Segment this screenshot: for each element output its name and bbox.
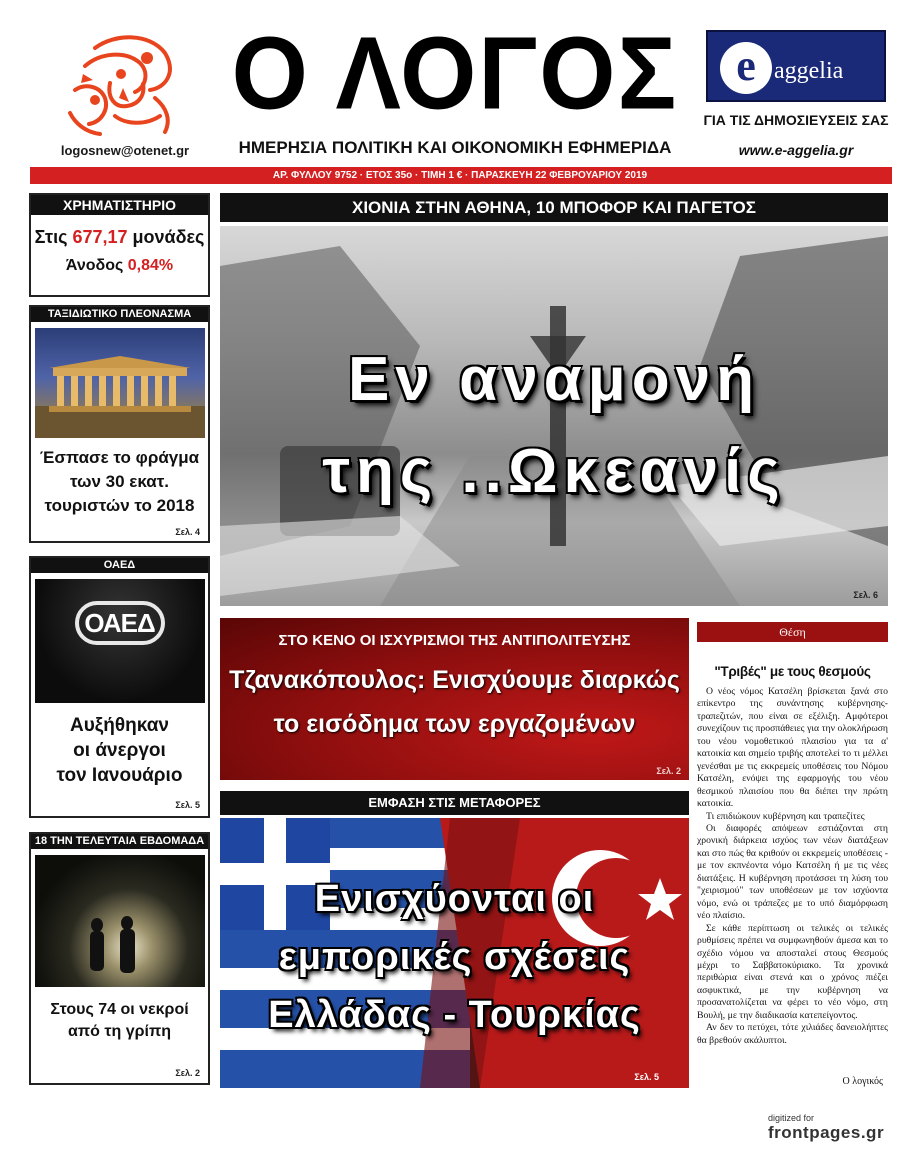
opinion-paragraph: Οι διαφορές απόψεων εστιάζονται στη χρονική διάρκεια ισχύος των νέων διατάξεων και στο πώς θα κριθούν οι εκκρεμείς υποθέσεις - με τον εκπνέοντα νόμο Κατσέλη ή με τις νέες διατάξεις. Η κυβέρνηση προτάσσει τη λύση του "χειρισμού" των υποθέσεων με τον ισχύοντα νόμο, ενώ οι τράπεζες με το υπό διαμόρφωση νέο πλαίσιο. bbox=[697, 822, 888, 922]
politics-headline-line-2: το εισόδημα των εργαζομένων bbox=[273, 710, 636, 738]
flu-line-1: Στους 74 οι νεκροί bbox=[50, 1001, 189, 1018]
issue-info-text: ΑΡ. ΦΥΛΛΟΥ 9752 · ΕΤΟΣ 35ο · ΤΙΜΗ 1 € · ΠΑΡΑΣΚΕΥΗ 22 ΦΕΒΡΟΥΑΡΙΟΥ 2019 bbox=[272, 170, 648, 181]
stock-market-header: ΧΡΗΜΑΤΙΣΤΗΡΙΟ bbox=[31, 195, 208, 215]
opinion-paragraph: Αν δεν το πετύχει, τότε χιλιάδες δανειολήπτες θα βρεθούν ακάλυπτοι. bbox=[697, 1022, 888, 1046]
tourism-page-ref: Σελ. 4 bbox=[175, 527, 200, 537]
stock-index-prefix: Στις bbox=[34, 227, 73, 247]
tourism-line-1: Έσπασε το φράγμα bbox=[39, 448, 200, 467]
flu-page-ref: Σελ. 2 bbox=[175, 1068, 200, 1078]
unemployment-page-ref: Σελ. 5 bbox=[175, 800, 200, 810]
watermark-small-text: digitized for bbox=[768, 1113, 815, 1123]
transport-headline-line-1: Ενισχύονται οι bbox=[314, 878, 595, 920]
snow-page-ref: Σελ. 6 bbox=[853, 590, 878, 600]
snow-headline-line-2: της ..Ωκεανίς bbox=[322, 437, 786, 506]
opinion-title[interactable]: "Τριβές" με τους θεσμούς bbox=[714, 664, 871, 679]
snow-headline-line-1: Εν αναμονή bbox=[348, 345, 760, 414]
unemployment-story-header: ΟΑΕΔ bbox=[31, 558, 208, 573]
politics-story-box[interactable] bbox=[220, 618, 689, 780]
politics-page-ref: Σελ. 2 bbox=[656, 766, 681, 776]
tourism-story-box[interactable] bbox=[29, 305, 210, 543]
greek-turkish-flags-photo[interactable] bbox=[220, 818, 689, 1088]
transport-page-ref: Σελ. 5 bbox=[634, 1072, 659, 1082]
unemployment-story-headline bbox=[31, 703, 208, 788]
opinion-body bbox=[697, 686, 888, 1047]
snowy-street-photo[interactable] bbox=[220, 226, 888, 606]
contact-email[interactable]: logosnew@otenet.gr bbox=[60, 143, 190, 158]
stock-market-box[interactable] bbox=[29, 193, 210, 297]
flu-story-header: 18 ΤΗΝ ΤΕΛΕΥΤΑΙΑ ΕΒΔΟΜΑΔΑ bbox=[31, 834, 208, 849]
newspaper-subtitle: ΗΜΕΡΗΣΙΑ ΠΟΛΙΤΙΚΗ ΚΑΙ ΟΙΚΟΝΟΜΙΚΗ ΕΦΗΜΕΡΙΔΑ bbox=[238, 138, 672, 157]
unemployment-story-box[interactable] bbox=[29, 556, 210, 818]
stock-change-prefix: Άνοδος bbox=[65, 257, 128, 274]
parthenon-photo bbox=[35, 328, 205, 438]
politics-headline-line-1: Τζανακόπουλος: Ενισχύουμε διαρκώς bbox=[229, 666, 680, 694]
eaggelia-ad-banner[interactable] bbox=[706, 30, 886, 102]
oaed-logo: ΟΑΕΔ bbox=[75, 601, 165, 645]
eaggelia-logo-icon: e bbox=[720, 42, 772, 94]
tourism-story-header: ΤΑΞΙΔΙΩΤΙΚΟ ΠΛΕΟΝΑΣΜΑ bbox=[31, 307, 208, 322]
stock-index-line bbox=[31, 227, 208, 248]
newspaper-title: Ο ΛΟΓΟΣ bbox=[231, 15, 679, 131]
opinion-signature: Ο λογικός bbox=[842, 1076, 883, 1087]
eaggelia-logo-text: aggelia bbox=[774, 58, 844, 84]
flu-story-headline bbox=[31, 987, 208, 1043]
flu-line-2: από τη γρίπη bbox=[68, 1023, 171, 1040]
eaggelia-url[interactable]: www.e-aggelia.gr bbox=[738, 142, 854, 158]
opinion-header: Θέση bbox=[697, 622, 888, 642]
opinion-paragraph: Σε κάθε περίπτωση οι τελικές οι τελικές ρυθμίσεις πρέπει να συμφωνηθούν άμεσα και το σχέδιο νόμου να αποσταλεί στους Θεσμούς μέχρι το Σαββατοκύριακο. Τα χρονικά περιθώρια είναι στενά και ο χρόνος πιέζει ασφυκτικά, με την κυβέρνηση να προσανατολίζεται να φέρει το νέο νόμο, στη Βουλή, με την διαδικασία κατεπείγοντος. bbox=[697, 922, 888, 1021]
unemployment-line-3: τον Ιανουάριο bbox=[56, 765, 183, 786]
flu-story-box[interactable] bbox=[29, 832, 210, 1085]
digitized-watermark[interactable] bbox=[768, 1113, 898, 1143]
tourism-line-2: των 30 εκατ. bbox=[69, 472, 170, 491]
politics-kicker: ΣΤΟ ΚΕΝΟ ΟΙ ΙΣΧΥΡΙΣΜΟΙ ΤΗΣ ΑΝΤΙΠΟΛΙΤΕΥΣΗΣ bbox=[278, 632, 631, 649]
eaggelia-tagline: ΓΙΑ ΤΙΣ ΔΗΜΟΣΙΕΥΣΕΙΣ ΣΑΣ bbox=[703, 112, 889, 128]
opinion-paragraph: Τι επιδιώκουν κυβέρνηση και τραπεζίτες bbox=[706, 810, 865, 822]
stock-change-line bbox=[31, 257, 208, 275]
unemployment-line-2: οι άνεργοι bbox=[73, 740, 166, 761]
transport-headline-line-2: εμπορικές σχέσεις bbox=[278, 936, 631, 978]
transport-story-header: ΕΜΦΑΣΗ ΣΤΙΣ ΜΕΤΑΦΟΡΕΣ bbox=[220, 791, 689, 815]
transport-headline-line-3: Ελλάδας - Τουρκίας bbox=[268, 994, 641, 1036]
stock-index-value: 677,17 bbox=[72, 227, 128, 247]
tourism-story-headline bbox=[31, 438, 208, 518]
snow-story-header: ΧΙΟΝΙΑ ΣΤΗΝ ΑΘΗΝΑ, 10 ΜΠΟΦΟΡ ΚΑΙ ΠΑΓΕΤΟΣ bbox=[220, 193, 888, 222]
tourism-line-3: τουριστών το 2018 bbox=[44, 496, 195, 515]
unemployment-line-1: Αυξήθηκαν bbox=[70, 715, 169, 736]
oaed-sign-photo bbox=[35, 579, 205, 703]
opinion-paragraph: Ο νέος νόμος Κατσέλη βρίσκεται ξανά στο επίκεντρο της συνάντησης κυβέρνησης-τραπεζιτών, που είναι σε εξέλιξη. Αμφότεροι συνεχίζουν τις προσπάθειες για την ολοκλήρωση του νέου νομοθετικού πλαισίου για τα α' κατοικία και σημείο τριβής αποτελεί το τι μέλλει γενέσθαι με τις εκκρεμείς υποθέσεις του Νόμου Κατσέλη, ενόψει της εφαρμογής του νέου θεσμικού πλαισίου που θα διέπει την πρώτη κατοικία. bbox=[697, 686, 888, 810]
newspaper-logo-illustration bbox=[55, 28, 185, 140]
watermark-site: frontpages.gr bbox=[768, 1123, 885, 1142]
hospital-corridor-photo bbox=[35, 855, 205, 987]
stock-change-value: 0,84% bbox=[127, 257, 174, 274]
stock-index-suffix: μονάδες bbox=[127, 227, 205, 247]
